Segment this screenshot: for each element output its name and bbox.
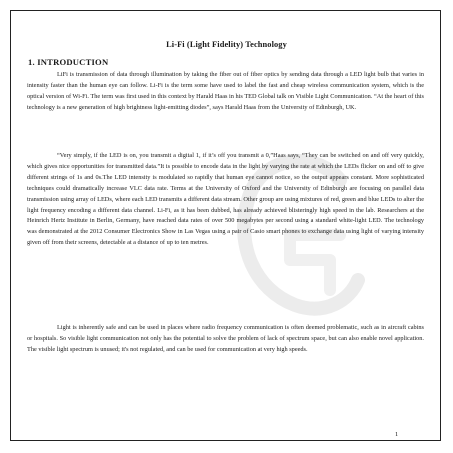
document-title: Li-Fi (Light Fidelity) Technology <box>166 40 287 49</box>
paragraph-safety: Light is inherently safe and can be used in places where radio frequency communication is often deemed problematic, such as in aircraft cabins or hospitals. So visible light communication not only has the potential to solve the problem of lack of spectrum space, but can also enable novel application. The visible light spectrum is unused; it's not regulated, and can be used for communication at very high speeds. <box>27 324 424 353</box>
section-heading: 1. INTRODUCTION <box>28 57 109 67</box>
paragraph-quote: “Very simply, if the LED is on, you transmit a digital 1, if it’s off you transmit a 0,”Haas says, “They can be switched on and off very quickly, which gives nice opportunities for transmitted data.”It is possible to encode data in the light by varying the rate at which the LEDs flicker on and off to give different strings of 1s and 0s.The LED intensity is modulated so rapidly that human eye cannot notice, so the output appears constant. More sophisticated techniques could dramatically increase VLC data rate. Terms at the University of Oxford and the University of Edinburgh are focusing on parallel data transmission using array of LEDs, where each LED transmits a different data stream. Other group are using mixtures of red, green and blue LEDs to alter the light frequency encoding a different data channel. Li-Fi, as it has been dubbed, has already achieved blisteringly high speed in the lab. Researchers at the Heinrich Hertz Institute in Berlin, Germany, have reached data rates of over 500 megabytes per second using a standard white-light LED. The technology was demonstrated at the 2012 Consumer Electronics Show in Las Vegas using a pair of Casio smart phones to exchange data using light of varying intensity given off from their screens, detectable at a distance of up to ten metres. <box>27 152 424 247</box>
paragraph-intro: LiFi is transmission of data through illumination by taking the fiber out of fiber optics by sending data through a LED light bulb that varies in intensity faster than the human eye can follow. Li-Fi is the term some have used to label the fast and cheap wireless communication system, which is the optical version of Wi-Fi. The term was first used in this context by Harald Haas in his TED Global talk on Visible Light Communication. “At the heart of this technology is a new generation of high brightness light-emitting diodes”, says Harald Haas from the University of Edinburgh, UK. <box>27 71 424 111</box>
page-number: 1 <box>395 431 399 438</box>
